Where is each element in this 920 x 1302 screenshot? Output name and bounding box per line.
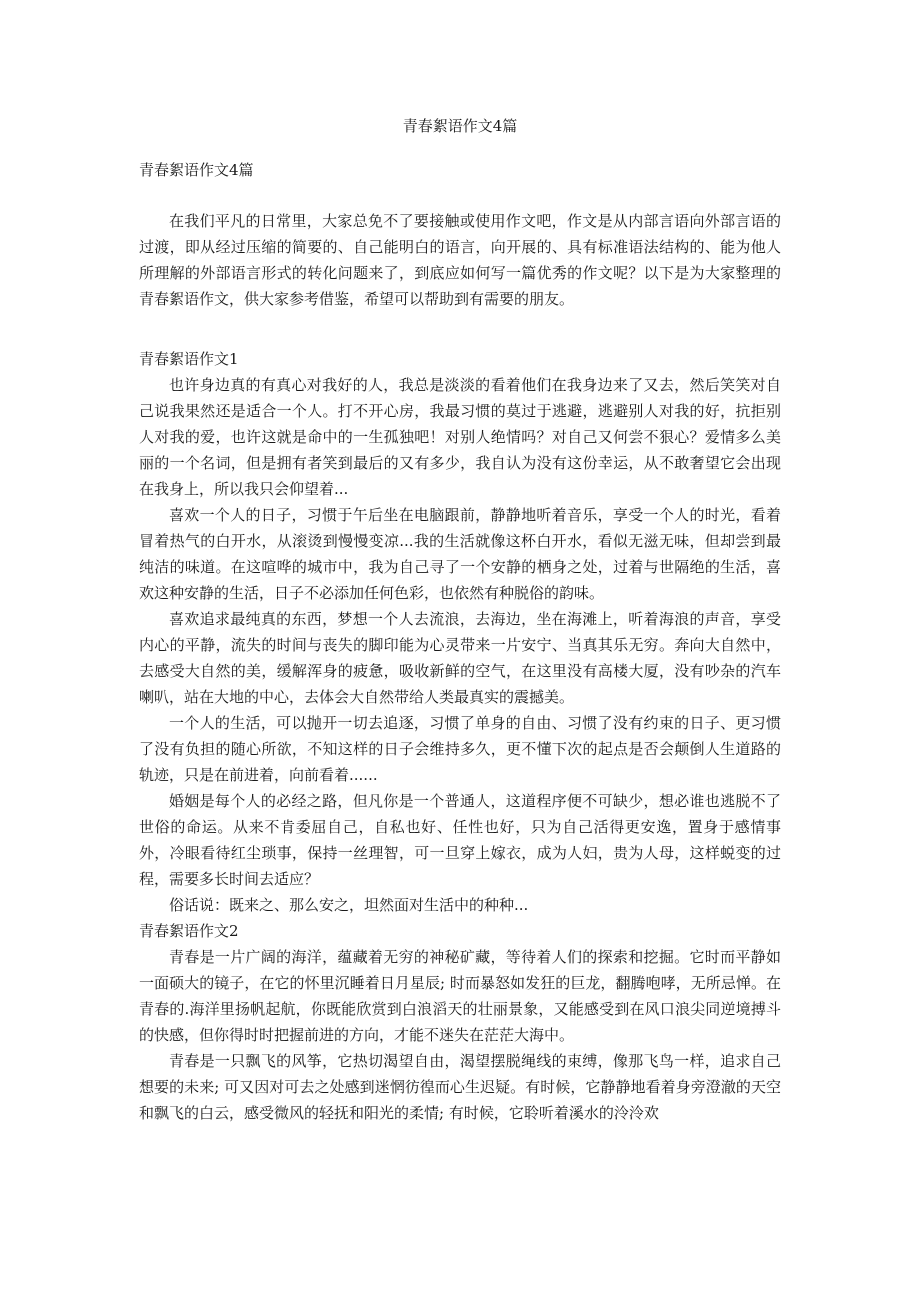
section-heading: 青春絮语作文1 xyxy=(139,350,239,368)
paragraph: 也许身边真的有真心对我好的人，我总是淡淡的看着他们在我身边来了又去，然后笑笑对自己说我果然还是适合一个人。打不开心房，我最习惯的莫过于逃避，逃避别人对我的好，抗拒别人对我的爱，也许这就是命中的一生孤独吧！对别人绝情吗？对自己又何尝不狠心？爱情多么美丽的一个名词，但是拥有者笑到最后的又有多少，我自认为没有这份幸运，从不敢奢望它会出现在我身上，所以我只会仰望着... xyxy=(139,376,781,498)
section-essay-2 xyxy=(139,918,781,1126)
paragraph: 俗话说：既来之、那么安之，坦然面对生活中的种种... xyxy=(169,896,529,914)
section-essay-1 xyxy=(139,346,781,918)
document-title: 青春絮语作文4篇 xyxy=(402,117,518,135)
paragraph: 一个人的生活，可以抛开一切去追逐，习惯了单身的自由、习惯了没有约束的日子、更习惯了没有负担的随心所欲，不知这样的日子会维持多久，更不懂下次的起点是否会颠倒人生道路的轨迹，只是在前进着，向前看着...... xyxy=(139,714,781,784)
paragraph: 青春是一只飘飞的风筝，它热切渴望自由，渴望摆脱绳线的束缚，像那飞鸟一样，追求自己想要的未来; 可又因对可去之处感到迷惘彷徨而心生迟疑。有时候，它静静地看着身旁澄澈的天空和飘飞的白云，感受微风的轻抚和阳光的柔情; 有时候，它聆听着溪水的泠泠欢 xyxy=(139,1052,781,1122)
paragraph: 青春是一片广阔的海洋，蕴藏着无穷的神秘矿藏，等待着人们的探索和挖掘。它时而平静如一面硕大的镜子，在它的怀里沉睡着日月星辰; 时而暴怒如发狂的巨龙，翻腾咆哮，无所忌惮。在青春的.海洋里扬帆起航，你既能欣赏到白浪滔天的壮丽景象，又能感受到在风口浪尖同逆境搏斗的快感，但你得时时把握前进的方向，才能不迷失在茫茫大海中。 xyxy=(139,948,781,1044)
document-body xyxy=(139,158,781,1126)
paragraph: 喜欢一个人的日子，习惯于午后坐在电脑跟前，静静地听着音乐，享受一个人的时光，看着冒着热气的白开水，从滚烫到慢慢变凉...我的生活就像这杯白开水，看似无滋无味，但却尝到最纯洁的味道。在这喧哗的城市中，我为自己寻了一个安静的栖身之处，过着与世隔绝的生活，喜欢这种安静的生活，日子不必添加任何色彩，也依然有种脱俗的韵味。 xyxy=(139,506,781,602)
document-subtitle: 青春絮语作文4篇 xyxy=(139,161,254,179)
paragraph: 婚姻是每个人的必经之路，但凡你是一个普通人，这道程序便不可缺少，想必谁也逃脱不了世俗的命运。从来不肯委屈自己，自私也好、任性也好，只为自己活得更安逸，置身于感情事外，冷眼看待红尘琐事，保持一丝理智，可一旦穿上嫁衣，成为人妇，贵为人母，这样蜕变的过程，需要多长时间去适应？ xyxy=(139,792,781,888)
section-heading: 青春絮语作文2 xyxy=(139,922,239,940)
intro-paragraph: 在我们平凡的日常里，大家总免不了要接触或使用作文吧，作文是从内部言语向外部言语的过渡，即从经过压缩的简要的、自己能明白的语言，向开展的、具有标准语法结构的、能为他人所理解的外部语言形式的转化问题来了，到底应如何写一篇优秀的作文呢？以下是为大家整理的青春絮语作文，供大家参考借鉴，希望可以帮助到有需要的朋友。 xyxy=(139,212,781,308)
paragraph: 喜欢追求最纯真的东西，梦想一个人去流浪，去海边，坐在海滩上，听着海浪的声音，享受内心的平静，流失的时间与丧失的脚印能为心灵带来一片安宁、当真其乐无穷。奔向大自然中，去感受大自然的美，缓解浑身的疲惫，吸收新鲜的空气，在这里没有高楼大厦，没有吵杂的汽车喇叭，站在大地的中心，去体会大自然带给人类最真实的震撼美。 xyxy=(139,610,781,706)
